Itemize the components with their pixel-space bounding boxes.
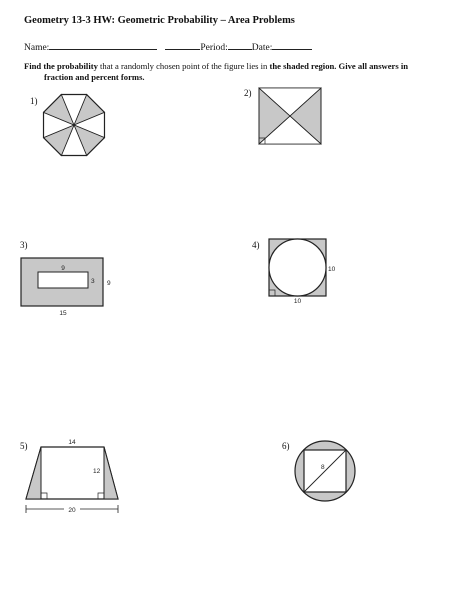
instructions-bold-1: Find the probability [24,61,98,71]
figure-4-square-circle [269,239,349,307]
figure-1-octagon [40,91,108,159]
name-label: Name: [24,43,50,53]
figure-5-trapezoid [26,436,126,518]
label-diagonal: 8 [321,464,325,471]
name-blank[interactable] [49,40,157,50]
page-title: Geometry 13-3 HW: Geometric Probability – Area Problems [24,15,295,26]
label-height: 12 [93,468,101,475]
student-info-line [24,40,312,53]
label-inner-width: 9 [61,265,65,272]
inscribed-circle [269,239,326,296]
label-outer-width: 15 [59,310,67,317]
date-label: Date: [251,43,273,53]
label-inner-height: 3 [91,278,95,285]
problem-number-1: 1) [30,96,38,106]
right-shaded-triangle [104,447,118,499]
label-outer-height: 9 [107,280,111,287]
name-blank-2[interactable] [165,40,200,50]
figure-6-circle-square [294,440,356,502]
period-label: Period: [200,43,228,53]
label-bottom: 10 [293,298,302,305]
left-shaded-triangle [26,447,41,499]
label-side: 10 [328,266,336,273]
instructions [24,61,454,83]
label-top-base: 14 [68,439,76,446]
instructions-bold-2: the shaded region. Give all answers in [269,61,409,71]
period-blank[interactable] [228,40,252,50]
problem-number-4: 4) [252,240,260,250]
instructions-line-2: fraction and percent forms. [44,72,145,83]
problem-number-6: 6) [282,441,290,451]
figure-2-square [259,88,321,144]
date-blank[interactable] [272,40,312,50]
problem-number-5: 5) [20,441,28,451]
instructions-text: that a randomly chosen point of the figure lies in [97,61,270,71]
problem-number-2: 2) [244,88,252,98]
label-bottom-base: 20 [68,507,76,514]
inner-rectangle [38,272,88,288]
figure-3-rectangle [21,258,121,322]
problem-number-3: 3) [20,240,28,250]
